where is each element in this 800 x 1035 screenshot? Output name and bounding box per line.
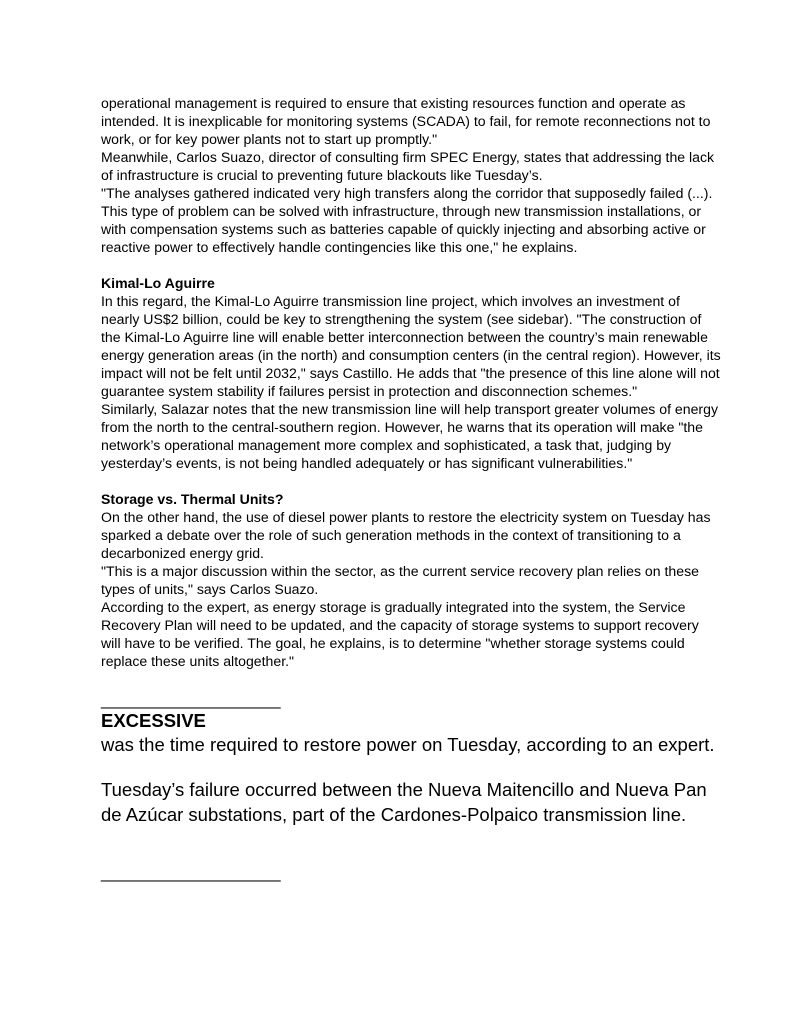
- kimal-paragraph: In this regard, the Kimal-Lo Aguirre transmission line project, which involves an investment of nearly US$2 billion, could be key to strengthening the system (see sidebar). "The construction of the Kimal-Lo Aguirre line will enable better interconnection between the country’s main renewable energy generation areas (in the north) and consumption centers (in the central region). However, its impact will not be felt until 2032," says Castillo. He adds that "the presence of this line alone will not guarantee system stability if failures persist in protection and disconnection schemes.": [101, 293, 721, 399]
- storage-heading: Storage vs. Thermal Units?: [101, 491, 284, 507]
- storage-paragraph: "This is a major discussion within the sector, as the current service recovery plan relies on these types of units," says Carlos Suazo.: [101, 563, 699, 597]
- storage-paragraph: On the other hand, the use of diesel power plants to restore the electricity system on Tuesday has sparked a debate over the role of such generation methods in the context of transitioning to a decarbonized energy grid.: [101, 509, 711, 561]
- intro-paragraph: Meanwhile, Carlos Suazo, director of consulting firm SPEC Energy, states that addressing the lack of infrastructure is crucial to preventing future blackouts like Tuesday’s.: [101, 149, 715, 183]
- intro-section: [101, 94, 721, 256]
- callout-heading: EXCESSIVE: [101, 710, 206, 731]
- kimal-section: [101, 274, 721, 472]
- intro-paragraph: "The analyses gathered indicated very high transfers along the corridor that supposedly failed (...). This type of problem can be solved with infrastructure, through new transmission installations, or with compensation systems such as batteries capable of quickly injecting and absorbing active or reactive power to effectively handle contingencies like this one," he explains.: [101, 185, 713, 255]
- callout-rule-top: ___________________: [101, 690, 281, 709]
- callout-box: [101, 690, 721, 883]
- storage-section: [101, 490, 721, 670]
- article-page: [101, 94, 721, 883]
- callout-line-2: Tuesday’s failure occurred between the Nueva Maitencillo and Nueva Pan de Azúcar substations, part of the Cardones-Polpaico transmission line.: [101, 779, 707, 825]
- callout-line-1: was the time required to restore power on Tuesday, according to an expert.: [101, 734, 715, 755]
- storage-paragraph: According to the expert, as energy storage is gradually integrated into the system, the Service Recovery Plan will need to be updated, and the capacity of storage systems to support recovery will have to be verified. The goal, he explains, is to determine "whether storage systems could replace these units altogether.": [101, 599, 699, 669]
- callout-rule-bottom: ___________________: [101, 863, 281, 882]
- kimal-heading: Kimal-Lo Aguirre: [101, 275, 215, 291]
- kimal-paragraph: Similarly, Salazar notes that the new transmission line will help transport greater volumes of energy from the north to the central-southern region. However, he warns that its operation will make "the network’s operational management more complex and sophisticated, a task that, judging by yesterday’s events, is not being handled adequately or has significant vulnerabilities.": [101, 401, 719, 471]
- intro-paragraph: operational management is required to ensure that existing resources function and operate as intended. It is inexplicable for monitoring systems (SCADA) to fail, for remote reconnections not to work, or for key power plants not to start up promptly.": [101, 95, 711, 147]
